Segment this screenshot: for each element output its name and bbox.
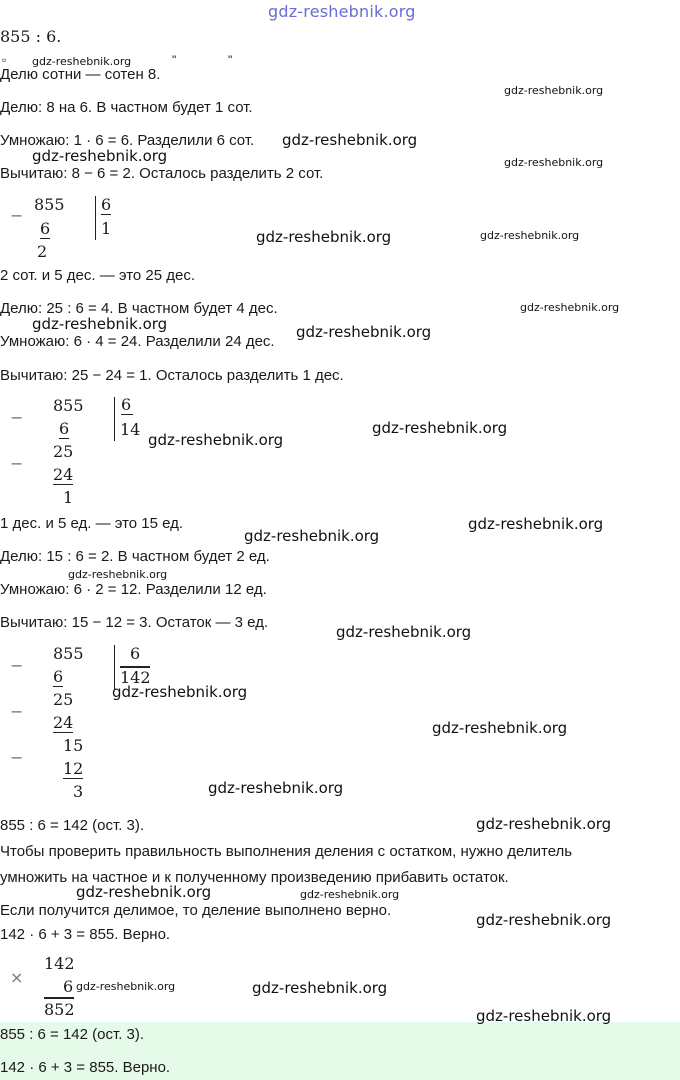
watermark: gdz-reshebnik.org [76, 980, 176, 993]
multiply-sign: × [10, 968, 24, 987]
quotient: 14 [120, 420, 141, 439]
result-line: 855 : 6 = 142 (ост. 3). [0, 817, 145, 834]
subtrahend: 6 [53, 667, 64, 686]
step-units-1: 1 дес. и 5 ед. — это 15 ед. [0, 515, 184, 532]
watermark: gdz-reshebnik.org [504, 84, 604, 97]
divisor: 6 [121, 395, 132, 414]
partial-dividend: 15 [63, 736, 84, 755]
watermark: gdz-reshebnik.org [520, 301, 620, 314]
step-units-4: Вычитаю: 15 − 12 = 3. Остаток — 3 ед. [0, 614, 269, 631]
step-tens-1: 2 сот. и 5 дес. — это 25 дес. [0, 267, 196, 284]
quotient: 1 [101, 219, 112, 238]
multiplier: 6 [63, 977, 74, 996]
minus-sign: − [10, 748, 24, 767]
multiply-line [44, 997, 74, 999]
watermark: gdz-reshebnik.org [504, 156, 604, 169]
divisor: 6 [130, 644, 141, 663]
step-units-3: Умножаю: 6 · 2 = 12. Разделили 12 ед. [0, 581, 267, 598]
watermark: gdz-reshebnik.org [256, 228, 392, 246]
corner-mark: ▫ [2, 53, 7, 67]
watermark: gdz-reshebnik.org [282, 131, 418, 149]
step-tens-4: Вычитаю: 25 − 24 = 1. Осталось разделить 1 дес. [0, 367, 344, 384]
minus-sign: − [10, 206, 24, 225]
answer-line-1: 855 : 6 = 142 (ост. 3). [0, 1026, 145, 1043]
subtrahend: 24 [53, 465, 74, 484]
watermark: gdz-reshebnik.org [32, 315, 168, 333]
site-title: gdz-reshebnik.org [268, 2, 416, 21]
multiplicand: 142 [44, 954, 75, 973]
watermark: gdz-reshebnik.org [476, 911, 612, 929]
watermark: gdz-reshebnik.org [32, 55, 132, 68]
check-text-1: Чтобы проверить правильность выполнения деления с остатком, нужно делитель [0, 843, 573, 860]
watermark: gdz-reshebnik.org [432, 719, 568, 737]
partial-dividend: 25 [53, 690, 74, 709]
step-hundreds-3: Умножаю: 1 · 6 = 6. Разделили 6 сот. [0, 132, 255, 149]
remainder: 2 [37, 242, 48, 261]
step-hundreds-2: Делю: 8 на 6. В частном будет 1 сот. [0, 99, 253, 116]
watermark: gdz-reshebnik.org [296, 323, 432, 341]
subtrahend: 6 [59, 419, 70, 438]
minus-sign: − [10, 408, 24, 427]
watermark: gdz-reshebnik.org [476, 815, 612, 833]
watermark: gdz-reshebnik.org [112, 683, 248, 701]
subtrahend: 24 [53, 713, 74, 732]
watermark: gdz-reshebnik.org [480, 229, 580, 242]
step-tens-3: Умножаю: 6 · 4 = 24. Разделили 24 дес. [0, 333, 275, 350]
watermark: gdz-reshebnik.org [336, 623, 472, 641]
step-tens-2: Делю: 25 : 6 = 4. В частном будет 4 дес. [0, 300, 278, 317]
dividend: 855 [34, 195, 65, 214]
watermark: gdz-reshebnik.org [208, 779, 344, 797]
division-bar [95, 196, 96, 240]
quote-mark: " [228, 53, 233, 67]
step-units-2: Делю: 15 : 6 = 2. В частном будет 2 ед. [0, 548, 270, 565]
watermark: gdz-reshebnik.org [252, 979, 388, 997]
check-text-3: Если получится делимое, то деление выполнено верно. [0, 902, 392, 919]
remainder: 3 [73, 782, 84, 801]
quote-mark: " [172, 53, 177, 67]
watermark: gdz-reshebnik.org [468, 515, 604, 533]
problem-statement: 855 : 6. [0, 27, 62, 46]
answer-line-2: 142 · 6 + 3 = 855. Верно. [0, 1059, 171, 1076]
watermark: gdz-reshebnik.org [476, 1007, 612, 1025]
remainder: 1 [63, 488, 74, 507]
product: 852 [44, 1000, 75, 1019]
watermark: gdz-reshebnik.org [68, 568, 168, 581]
quotient: 142 [120, 668, 151, 687]
step-hundreds-1: Делю сотни — сотен 8. [0, 66, 161, 83]
division-bar [114, 397, 115, 441]
dividend: 855 [53, 396, 84, 415]
step-hundreds-4: Вычитаю: 8 − 6 = 2. Осталось разделить 2 сот. [0, 165, 324, 182]
watermark: gdz-reshebnik.org [300, 888, 400, 901]
partial-dividend: 25 [53, 442, 74, 461]
watermark: gdz-reshebnik.org [76, 883, 212, 901]
minus-sign: − [10, 702, 24, 721]
watermark: gdz-reshebnik.org [372, 419, 508, 437]
watermark: gdz-reshebnik.org [32, 147, 168, 165]
check-equation: 142 · 6 + 3 = 855. Верно. [0, 926, 171, 943]
check-text-2: умножить на частное и к полученному произведению прибавить остаток. [0, 869, 509, 886]
watermark: gdz-reshebnik.org [148, 431, 284, 449]
minus-sign: − [10, 454, 24, 473]
subtrahend: 6 [40, 219, 51, 238]
subtrahend: 12 [63, 759, 84, 778]
dividend: 855 [53, 644, 84, 663]
divisor: 6 [101, 195, 112, 214]
watermark: gdz-reshebnik.org [244, 527, 380, 545]
minus-sign: − [10, 656, 24, 675]
